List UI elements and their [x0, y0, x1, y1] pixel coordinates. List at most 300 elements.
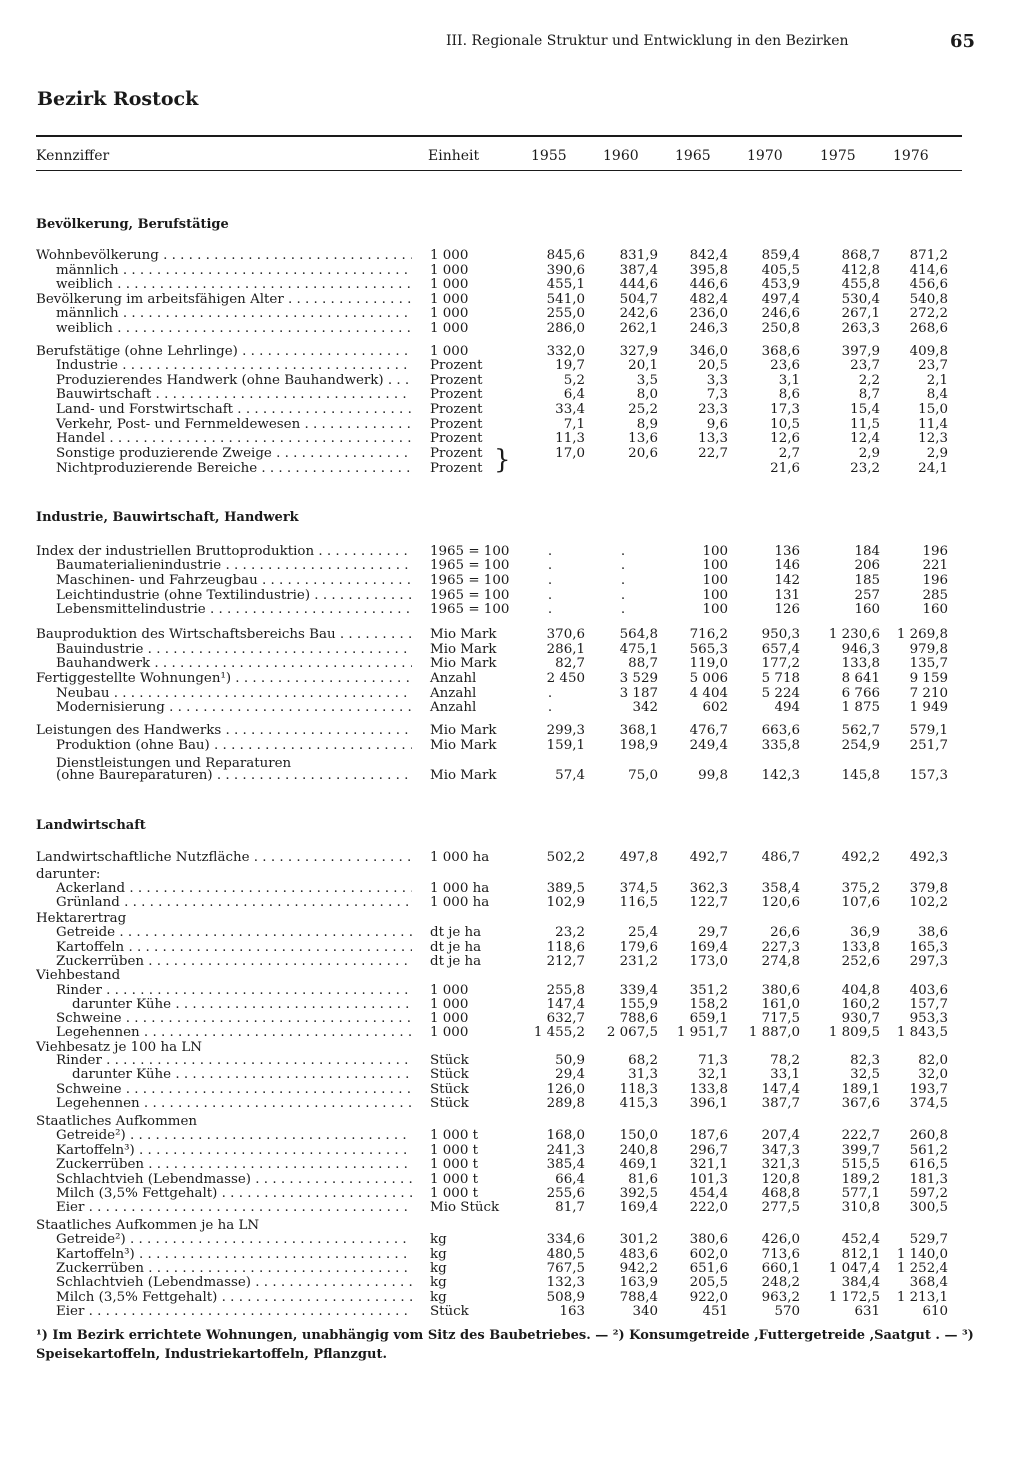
value-1960: 504,7: [619, 292, 658, 307]
running-head: III. Regionale Struktur und Entwicklung in den Bezirken: [446, 33, 849, 49]
value-1975: 185: [854, 573, 880, 588]
row-unit: 1965 = 100: [430, 544, 510, 559]
value-1960: 415,3: [619, 1096, 658, 1111]
value-1960: 8,9: [636, 417, 658, 432]
value-1970: 120,8: [761, 1172, 800, 1187]
value-1965: 100: [702, 544, 728, 559]
value-1965: 169,4: [689, 940, 728, 955]
row-unit: Stück: [430, 1067, 469, 1082]
value-1976: 24,1: [918, 461, 948, 476]
row-label: Legehennen . . .: [36, 1025, 412, 1040]
value-1955: 389,5: [546, 881, 585, 896]
value-1970: 177,2: [761, 656, 800, 671]
value-1976: 953,3: [909, 1011, 948, 1026]
row-label: Leistungen des Handwerks . . .: [36, 723, 412, 738]
value-1976: 2,9: [926, 446, 948, 461]
value-1960: 20,1: [628, 358, 658, 373]
row-unit: dt je ha: [430, 925, 482, 940]
value-1975: 189,2: [841, 1172, 880, 1187]
row-unit: 1 000 t: [430, 1143, 478, 1158]
row-label: Berufstätige (ohne Lehrlinge) . . .: [36, 344, 412, 359]
row-unit: Mio Mark: [430, 627, 497, 642]
row-unit: Mio Stück: [430, 1200, 500, 1215]
row-unit: 1 000 t: [430, 1172, 478, 1187]
value-1970: 468,8: [761, 1186, 800, 1201]
table-row: [0, 1290, 1024, 1305]
table-row: [0, 983, 1024, 998]
value-1975: 2,9: [858, 446, 880, 461]
row-unit: kg: [430, 1261, 447, 1276]
row-label: Viehbesatz je 100 ha LN: [36, 1040, 202, 1055]
table-row: [0, 1200, 1024, 1215]
value-1975: 8 641: [841, 671, 880, 686]
value-1970: 358,4: [761, 881, 800, 896]
value-1965: 482,4: [689, 292, 728, 307]
row-label: Zuckerrüben . . .: [36, 1261, 412, 1276]
value-1955: 541,0: [546, 292, 585, 307]
row-label: Rinder . . .: [36, 1053, 412, 1068]
value-1965: 29,7: [698, 925, 728, 940]
row-label: Neubau . . .: [36, 686, 412, 701]
header-year-1975: 1975: [820, 148, 856, 164]
value-1976: 7 210: [909, 686, 948, 701]
value-1975: 930,7: [841, 1011, 880, 1026]
row-label: Fertiggestellte Wohnungen¹) . . .: [36, 671, 412, 686]
row-label: Modernisierung . . .: [36, 700, 412, 715]
row-label: Land- und Forstwirtschaft . . .: [36, 402, 412, 417]
value-1965: 101,3: [689, 1172, 728, 1187]
value-1960: 118,3: [619, 1082, 658, 1097]
value-1965: 246,3: [689, 321, 728, 336]
value-1960: 342: [632, 700, 658, 715]
value-1976: 1 140,0: [896, 1247, 948, 1262]
row-label: männlich . . .: [36, 306, 412, 321]
row-unit: 1 000 t: [430, 1186, 478, 1201]
value-1970: 12,6: [770, 431, 800, 446]
table-row: [0, 417, 1024, 432]
row-unit: dt je ha: [430, 954, 482, 969]
row-unit: 1965 = 100: [430, 588, 510, 603]
table-row: [0, 1096, 1024, 1111]
value-1965: 451: [702, 1304, 728, 1319]
value-1975: 399,7: [841, 1143, 880, 1158]
value-1970: 23,6: [770, 358, 800, 373]
row-unit: 1 000: [430, 321, 469, 336]
value-1976: 297,3: [909, 954, 948, 969]
row-label: Viehbestand: [36, 968, 121, 983]
table-row: [0, 1157, 1024, 1172]
value-1970: 250,8: [761, 321, 800, 336]
row-label: Dienstleistungen und Reparaturen: [56, 756, 292, 771]
row-label: Eier . . .: [36, 1304, 412, 1319]
value-1955: 126,0: [546, 1082, 585, 1097]
table-row: [0, 1261, 1024, 1276]
value-1965: 187,6: [689, 1128, 728, 1143]
value-1965: 321,1: [689, 1157, 728, 1172]
value-1975: 2,2: [858, 373, 880, 388]
value-1965: 173,0: [689, 954, 728, 969]
value-1975: 1 172,5: [828, 1290, 880, 1305]
value-1965: 4 404: [689, 686, 728, 701]
value-1970: 131: [774, 588, 800, 603]
value-1976: 272,2: [909, 306, 948, 321]
value-1975: 32,5: [850, 1067, 880, 1082]
row-unit: Anzahl: [430, 686, 477, 701]
value-1960: 231,2: [619, 954, 658, 969]
value-1965: 565,3: [689, 642, 728, 657]
value-1970: 126: [774, 602, 800, 617]
row-unit: Stück: [430, 1082, 469, 1097]
value-1976: 979,8: [909, 642, 948, 657]
value-1976: 157,3: [909, 768, 948, 783]
value-1976: 160: [922, 602, 948, 617]
value-1975: 6 766: [841, 686, 880, 701]
value-1976: 9 159: [909, 671, 948, 686]
value-1960: 483,6: [619, 1247, 658, 1262]
table-row: [0, 1011, 1024, 1026]
value-1960: 327,9: [619, 344, 658, 359]
value-1965: 122,7: [689, 895, 728, 910]
value-1960: 20,6: [628, 446, 658, 461]
row-unit: 1 000: [430, 292, 469, 307]
row-unit: 1 000 ha: [430, 850, 490, 865]
row-unit: 1965 = 100: [430, 558, 510, 573]
row-unit: Anzahl: [430, 700, 477, 715]
value-1965: 346,0: [689, 344, 728, 359]
value-1975: 107,6: [841, 895, 880, 910]
value-1975: 133,8: [841, 940, 880, 955]
value-1976: 181,3: [909, 1172, 948, 1187]
value-1970: 660,1: [761, 1261, 800, 1276]
value-1976: 196: [922, 544, 948, 559]
value-1970: 380,6: [761, 983, 800, 998]
value-1975: 515,5: [841, 1157, 880, 1172]
header-kennziffer: Kennziffer: [36, 148, 110, 164]
value-1970: 387,7: [761, 1096, 800, 1111]
row-label: männlich . . .: [36, 263, 412, 278]
table-row: [0, 954, 1024, 969]
value-1970: 33,1: [770, 1067, 800, 1082]
row-label: Milch (3,5% Fettgehalt) . . .: [36, 1186, 412, 1201]
value-1955: 632,7: [546, 1011, 585, 1026]
value-1975: 8,7: [858, 387, 880, 402]
row-label: Grünland . . .: [36, 895, 412, 910]
value-1970: 5 718: [761, 671, 800, 686]
value-1955: 1 455,2: [533, 1025, 585, 1040]
value-1955: 19,7: [555, 358, 585, 373]
value-1965: 71,3: [698, 1053, 728, 1068]
value-1955: 147,4: [546, 997, 585, 1012]
value-1970: 368,6: [761, 344, 800, 359]
value-1965: 100: [702, 602, 728, 617]
table-row: [0, 738, 1024, 753]
header-year-1976: 1976: [893, 148, 929, 164]
value-1965: 602: [702, 700, 728, 715]
value-1960: 198,9: [619, 738, 658, 753]
table-row: [0, 358, 1024, 373]
value-1965: 3,3: [706, 373, 728, 388]
row-label: Leichtindustrie (ohne Textilindustrie) . . .: [36, 588, 412, 603]
value-1975: 1 875: [841, 700, 880, 715]
header-year-1970: 1970: [747, 148, 783, 164]
value-1965: 20,5: [698, 358, 728, 373]
value-1960: 475,1: [619, 642, 658, 657]
value-1965: 362,3: [689, 881, 728, 896]
value-1960: 68,2: [628, 1053, 658, 1068]
value-1970: 78,2: [770, 1053, 800, 1068]
row-unit: kg: [430, 1247, 447, 1262]
value-1975: 267,1: [841, 306, 880, 321]
row-unit: Prozent: [430, 373, 483, 388]
value-1955: 289,8: [546, 1096, 585, 1111]
value-1976: 871,2: [909, 248, 948, 263]
value-1955: 66,4: [555, 1172, 585, 1187]
value-1970: 494: [774, 700, 800, 715]
value-1975: 263,3: [841, 321, 880, 336]
value-1975: 252,6: [841, 954, 880, 969]
value-1976: 374,5: [909, 1096, 948, 1111]
value-1960: 150,0: [619, 1128, 658, 1143]
table-row: [0, 461, 1024, 476]
row-unit: Stück: [430, 1304, 469, 1319]
value-1970: 26,6: [770, 925, 800, 940]
row-unit: 1 000: [430, 1025, 469, 1040]
value-1976: 15,0: [918, 402, 948, 417]
value-1975: 254,9: [841, 738, 880, 753]
row-label: Getreide . . .: [36, 925, 412, 940]
value-1976: 1 949: [909, 700, 948, 715]
value-1965: 236,0: [689, 306, 728, 321]
table-header-rule: [36, 170, 962, 171]
value-1955: 33,4: [555, 402, 585, 417]
value-1955: 845,6: [546, 248, 585, 263]
value-1976: 11,4: [918, 417, 948, 432]
value-1960: 469,1: [619, 1157, 658, 1172]
table-row: [0, 997, 1024, 1012]
value-1970: 17,3: [770, 402, 800, 417]
value-1975: 160,2: [841, 997, 880, 1012]
value-1965: 922,0: [689, 1290, 728, 1305]
value-1975: 189,1: [841, 1082, 880, 1097]
value-1970: 347,3: [761, 1143, 800, 1158]
value-1960: 788,4: [619, 1290, 658, 1305]
value-1955: .: [547, 588, 553, 603]
value-1976: 414,6: [909, 263, 948, 278]
value-1976: 23,7: [918, 358, 948, 373]
value-1970: 136: [774, 544, 800, 559]
header-year-1955: 1955: [531, 148, 567, 164]
row-label: Ackerland . . .: [36, 881, 412, 896]
value-1965: 100: [702, 558, 728, 573]
table-row: [0, 723, 1024, 738]
value-1965: 205,5: [689, 1275, 728, 1290]
value-1970: 570: [774, 1304, 800, 1319]
value-1955: 255,0: [546, 306, 585, 321]
table-row: [0, 446, 1024, 461]
value-1955: 212,7: [546, 954, 585, 969]
value-1960: 301,2: [619, 1232, 658, 1247]
value-1970: 713,6: [761, 1247, 800, 1262]
merged-rows-brace: }: [494, 445, 511, 475]
value-1960: 242,6: [619, 306, 658, 321]
value-1960: 340: [632, 1304, 658, 1319]
row-unit: Prozent: [430, 431, 483, 446]
value-1976: 492,3: [909, 850, 948, 865]
row-label: darunter Kühe . . .: [36, 1067, 412, 1082]
value-1960: 262,1: [619, 321, 658, 336]
row-unit: Anzahl: [430, 671, 477, 686]
value-1960: .: [620, 558, 626, 573]
row-label: Bauproduktion des Wirtschaftsbereichs Bau . . .: [36, 627, 412, 642]
value-1955: 241,3: [546, 1143, 585, 1158]
value-1976: 165,3: [909, 940, 948, 955]
row-label: Kartoffeln . . .: [36, 940, 412, 955]
value-1960: 3 187: [619, 686, 658, 701]
value-1965: 22,7: [698, 446, 728, 461]
row-unit: 1 000: [430, 1011, 469, 1026]
row-unit: kg: [430, 1290, 447, 1305]
row-unit: Mio Mark: [430, 738, 497, 753]
row-unit: Prozent: [430, 461, 483, 476]
value-1970: 147,4: [761, 1082, 800, 1097]
value-1975: 1 047,4: [828, 1261, 880, 1276]
table-row: [0, 968, 1024, 983]
value-1965: 222,0: [689, 1200, 728, 1215]
value-1965: 842,4: [689, 248, 728, 263]
table-row: [0, 602, 1024, 617]
value-1970: 21,6: [770, 461, 800, 476]
value-1960: 25,2: [628, 402, 658, 417]
header-year-1965: 1965: [675, 148, 711, 164]
value-1960: 8,0: [636, 387, 658, 402]
header-einheit: Einheit: [428, 148, 480, 164]
value-1975: 12,4: [850, 431, 880, 446]
value-1965: 249,4: [689, 738, 728, 753]
value-1960: 116,5: [619, 895, 658, 910]
row-unit: 1 000: [430, 263, 469, 278]
table-row: [0, 895, 1024, 910]
value-1970: 426,0: [761, 1232, 800, 1247]
table-row: [0, 768, 1024, 783]
value-1955: 23,2: [555, 925, 585, 940]
value-1955: 11,3: [555, 431, 585, 446]
value-1955: 29,4: [555, 1067, 585, 1082]
value-1965: 476,7: [689, 723, 728, 738]
value-1965: 395,8: [689, 263, 728, 278]
table-row: [0, 1304, 1024, 1319]
value-1975: 160: [854, 602, 880, 617]
row-label: Schweine . . .: [36, 1011, 412, 1026]
value-1976: 561,2: [909, 1143, 948, 1158]
value-1975: 397,9: [841, 344, 880, 359]
row-unit: Prozent: [430, 417, 483, 432]
value-1975: 184: [854, 544, 880, 559]
value-1970: 227,3: [761, 940, 800, 955]
value-1960: 155,9: [619, 997, 658, 1012]
table-header: [0, 148, 1024, 168]
value-1975: 562,7: [841, 723, 880, 738]
table-row: [0, 573, 1024, 588]
value-1976: 102,2: [909, 895, 948, 910]
value-1975: 82,3: [850, 1053, 880, 1068]
row-label: Sonstige produzierende Zweige . . .: [36, 446, 412, 461]
value-1970: 2,7: [778, 446, 800, 461]
value-1955: 7,1: [563, 417, 585, 432]
value-1976: 251,7: [909, 738, 948, 753]
row-unit: 1 000 ha: [430, 881, 490, 896]
value-1970: 277,5: [761, 1200, 800, 1215]
value-1976: 610: [922, 1304, 948, 1319]
row-label: Legehennen . . .: [36, 1096, 412, 1111]
value-1960: 75,0: [628, 768, 658, 783]
row-label: Verkehr, Post- und Fernmeldewesen . . .: [36, 417, 412, 432]
section-title: Landwirtschaft: [36, 818, 146, 833]
header-year-1960: 1960: [603, 148, 639, 164]
table-row: [0, 1128, 1024, 1143]
value-1955: 6,4: [563, 387, 585, 402]
value-1975: 455,8: [841, 277, 880, 292]
value-1955: 286,1: [546, 642, 585, 657]
value-1975: 145,8: [841, 768, 880, 783]
value-1965: 351,2: [689, 983, 728, 998]
value-1960: 788,6: [619, 1011, 658, 1026]
table-row: [0, 850, 1024, 865]
table-row: [0, 1143, 1024, 1158]
value-1975: 133,8: [841, 656, 880, 671]
value-1960: 368,1: [619, 723, 658, 738]
table-row: [0, 1053, 1024, 1068]
table-row: [0, 306, 1024, 321]
value-1960: 3,5: [636, 373, 658, 388]
value-1965: 602,0: [689, 1247, 728, 1262]
value-1970: 453,9: [761, 277, 800, 292]
value-1960: 88,7: [628, 656, 658, 671]
value-1975: 812,1: [841, 1247, 880, 1262]
row-label: Maschinen- und Fahrzeugbau . . .: [36, 573, 412, 588]
row-unit: 1 000: [430, 248, 469, 263]
value-1976: 456,6: [909, 277, 948, 292]
value-1976: 32,0: [918, 1067, 948, 1082]
value-1970: 717,5: [761, 1011, 800, 1026]
table-row: [0, 1067, 1024, 1082]
row-label: Produzierendes Handwerk (ohne Bauhandwerk) . . .: [36, 373, 412, 388]
row-unit: Mio Mark: [430, 642, 497, 657]
value-1965: 23,3: [698, 402, 728, 417]
value-1976: 379,8: [909, 881, 948, 896]
value-1976: 193,7: [909, 1082, 948, 1097]
value-1976: 616,5: [909, 1157, 948, 1172]
row-unit: 1 000: [430, 997, 469, 1012]
value-1975: 11,5: [850, 417, 880, 432]
value-1970: 859,4: [761, 248, 800, 263]
row-unit: Stück: [430, 1096, 469, 1111]
row-unit: Prozent: [430, 387, 483, 402]
row-unit: Prozent: [430, 358, 483, 373]
value-1970: 246,6: [761, 306, 800, 321]
value-1970: 248,2: [761, 1275, 800, 1290]
value-1960: 392,5: [619, 1186, 658, 1201]
value-1976: 38,6: [918, 925, 948, 940]
row-label: Baumaterialienindustrie . . .: [36, 558, 412, 573]
value-1965: 7,3: [706, 387, 728, 402]
value-1955: 286,0: [546, 321, 585, 336]
row-label: darunter:: [36, 867, 101, 882]
table-row: [0, 642, 1024, 657]
value-1970: 8,6: [778, 387, 800, 402]
value-1955: 2 450: [546, 671, 585, 686]
value-1976: 221: [922, 558, 948, 573]
table-row: [0, 558, 1024, 573]
